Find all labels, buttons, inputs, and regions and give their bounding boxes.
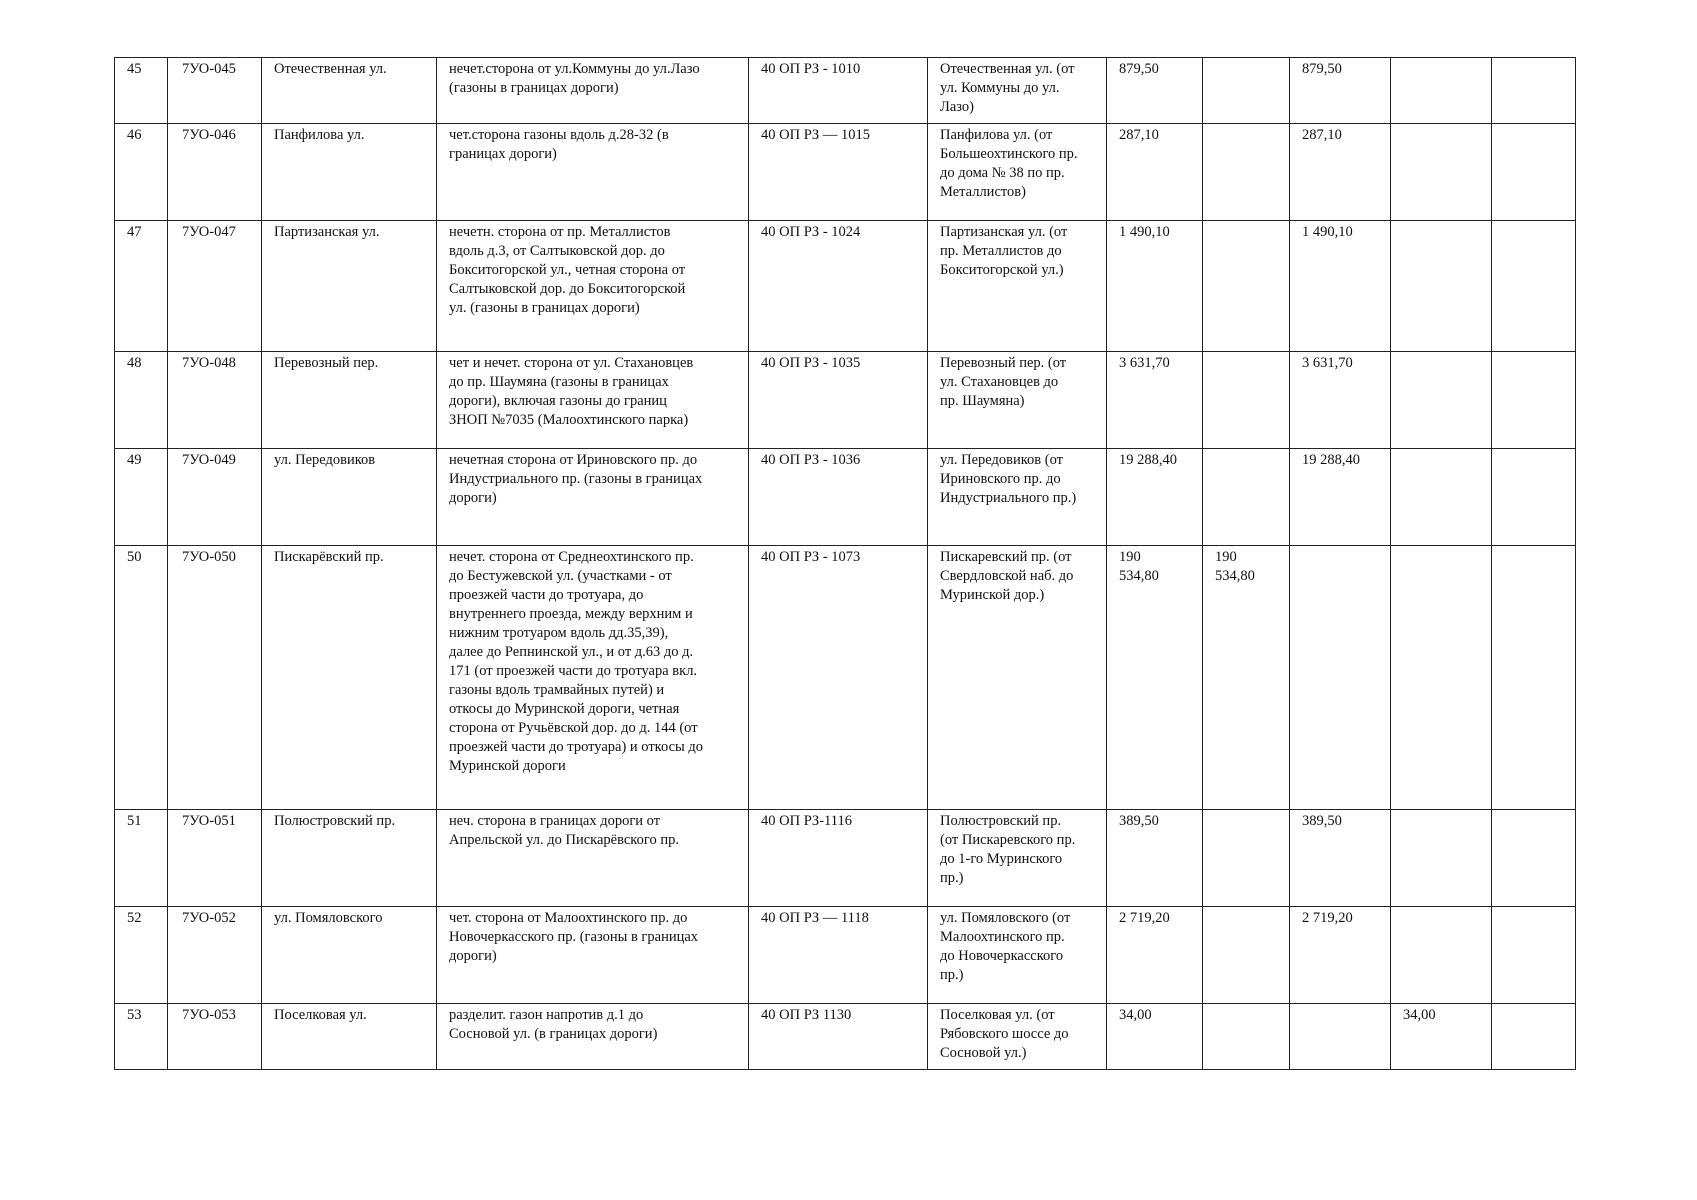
area-category-3-cell [1391,124,1492,221]
area-category-2: 389,50 [1302,813,1342,829]
area-description: разделит. газон напротив д.1 до Сосновой ул. (в границах дороги) [449,1007,658,1042]
area-category-3: 34,00 [1403,1007,1436,1023]
row-number-cell [115,221,168,352]
area-description: нечет. сторона от Среднеохтинского пр. до Бестужевской ул. (участками - от проезжей части до тротуара, до внутреннего проезда, между верхним и нижним тротуаром вдоль дд.35,39), далее до Репнинской ул., и от д.63 до д. 171 (от проезжей части до тротуара вкл. газоны вдоль трамвайных путей) и откосы до Муринской дороги, четная сторона от Ручьёвской дор. до д. 144 (от проезжей части до тротуара) и откосы до Муринской дороги [449,549,704,774]
area-category-4-cell [1492,352,1576,449]
object-code-cell [168,221,262,352]
area-category-4-cell [1492,907,1576,1004]
object-code: 7УО-048 [182,355,236,371]
area-total: 2 719,20 [1119,910,1170,926]
area-total: 287,10 [1119,127,1159,143]
object-code: 7УО-050 [182,549,236,565]
area-total-cell [1107,352,1203,449]
area-category-3-cell [1391,546,1492,810]
area-description-cell [437,221,749,352]
area-description-cell [437,546,749,810]
object-code: 7УО-046 [182,127,236,143]
road-name: Панфилова ул. (от Большеохтинского пр. до дома № 38 по пр. Металлистов) [940,127,1078,200]
area-description-cell [437,449,749,546]
row-number-cell [115,352,168,449]
area-category-3-cell [1391,58,1492,124]
area-category-1-cell [1203,546,1290,810]
road-code: 40 ОП РЗ - 1035 [761,355,861,371]
area-category-4-cell [1492,1004,1576,1070]
street-name-cell [262,546,437,810]
row-number: 51 [127,813,142,829]
road-name-cell [928,352,1107,449]
area-description: нечетн. сторона от пр. Металлистов вдоль д.3, от Салтыковской дор. до Бокситогорской ул., четная сторона от Салтыковской дор. до Бокситогорской ул. (газоны в границах дороги) [449,224,686,316]
road-code: 40 ОП РЗ 1130 [761,1007,852,1023]
area-description: неч. сторона в границах дороги от Апрельской ул. до Пискарёвского пр. [449,813,679,848]
table-row [115,1004,1576,1070]
area-description-cell [437,1004,749,1070]
road-code-cell [749,58,928,124]
table-row [115,810,1576,907]
object-code-cell [168,907,262,1004]
road-name-cell [928,58,1107,124]
area-category-3-cell [1391,810,1492,907]
road-code: 40 ОП РЗ — 1118 [761,910,869,926]
object-code-cell [168,1004,262,1070]
object-code-cell [168,58,262,124]
object-code-cell [168,352,262,449]
area-total-cell [1107,907,1203,1004]
area-category-1-cell [1203,810,1290,907]
road-name: Партизанская ул. (от пр. Металлистов до Бокситогорской ул.) [940,224,1068,278]
road-name: Полюстровский пр. (от Пискаревского пр. до 1-го Муринского пр.) [940,813,1076,886]
area-description: чет. сторона от Малоохтинского пр. до Новочеркасского пр. (газоны в границах дороги) [449,910,699,964]
row-number: 46 [127,127,142,143]
area-total-cell [1107,810,1203,907]
row-number-cell [115,810,168,907]
street-name-cell [262,449,437,546]
table-row [115,352,1576,449]
area-category-4-cell [1492,124,1576,221]
street-name: ул. Передовиков [274,452,376,468]
area-total-cell [1107,221,1203,352]
area-total: 879,50 [1119,61,1159,77]
row-number-cell [115,1004,168,1070]
area-total-cell [1107,58,1203,124]
road-name: Поселковая ул. (от Рябовского шоссе до Сосновой ул.) [940,1007,1069,1061]
area-category-2-cell [1290,221,1391,352]
road-name: ул. Помяловского (от Малоохтинского пр. до Новочеркасского пр.) [940,910,1071,983]
area-category-2-cell [1290,907,1391,1004]
road-code: 40 ОП РЗ — 1015 [761,127,870,143]
table-row [115,124,1576,221]
area-description: чет и нечет. сторона от ул. Стахановцев до пр. Шаумяна (газоны в границах дороги), включая газоны до границ ЗНОП №7035 (Малоохтинского парка) [449,355,694,428]
area-category-2-cell [1290,58,1391,124]
table-row [115,546,1576,810]
row-number: 53 [127,1007,142,1023]
road-code: 40 ОП РЗ - 1073 [761,549,861,565]
area-total: 34,00 [1119,1007,1152,1023]
road-code-cell [749,810,928,907]
area-category-2-cell [1290,352,1391,449]
road-code-cell [749,907,928,1004]
area-description: нечетная сторона от Ириновского пр. до Индустриального пр. (газоны в границах дороги) [449,452,703,506]
street-name: Пискарёвский пр. [274,549,384,565]
area-category-3-cell [1391,352,1492,449]
row-number: 49 [127,452,142,468]
road-code: 40 ОП РЗ-1116 [761,813,852,829]
road-name-cell [928,907,1107,1004]
area-category-3-cell [1391,221,1492,352]
area-category-1-cell [1203,907,1290,1004]
street-name-cell [262,221,437,352]
row-number: 48 [127,355,142,371]
area-description-cell [437,810,749,907]
road-code-cell [749,449,928,546]
area-category-4-cell [1492,58,1576,124]
area-description: нечет.сторона от ул.Коммуны до ул.Лазо (газоны в границах дороги) [449,61,700,96]
road-name: Пискаревский пр. (от Свердловской наб. до Муринской дор.) [940,549,1074,603]
road-name-cell [928,221,1107,352]
road-name: Отечественная ул. (от ул. Коммуны до ул. Лазо) [940,61,1075,115]
area-category-1-cell [1203,449,1290,546]
object-code-cell [168,810,262,907]
street-name-cell [262,810,437,907]
road-name: Перевозный пер. (от ул. Стахановцев до пр. Шаумяна) [940,355,1067,409]
area-description-cell [437,58,749,124]
table-row [115,449,1576,546]
road-name: ул. Передовиков (от Ириновского пр. до Индустриального пр.) [940,452,1077,506]
street-name: Поселковая ул. [274,1007,367,1023]
row-number: 47 [127,224,142,240]
table-body [115,58,1576,1070]
area-total-cell [1107,449,1203,546]
object-code-cell [168,546,262,810]
area-total-cell [1107,1004,1203,1070]
object-code: 7УО-053 [182,1007,236,1023]
area-category-2: 879,50 [1302,61,1342,77]
street-name: ул. Помяловского [274,910,383,926]
row-number: 52 [127,910,142,926]
row-number-cell [115,546,168,810]
area-category-3-cell [1391,1004,1492,1070]
area-category-2: 19 288,40 [1302,452,1360,468]
road-name-cell [928,546,1107,810]
area-category-3-cell [1391,449,1492,546]
road-name-cell [928,1004,1107,1070]
area-category-2: 2 719,20 [1302,910,1353,926]
area-category-4-cell [1492,546,1576,810]
road-code: 40 ОП РЗ - 1036 [761,452,861,468]
street-name: Перевозный пер. [274,355,379,371]
row-number-cell [115,907,168,1004]
object-code: 7УО-049 [182,452,236,468]
area-category-2: 3 631,70 [1302,355,1353,371]
area-category-2-cell [1290,449,1391,546]
area-category-2: 1 490,10 [1302,224,1353,240]
area-category-1-cell [1203,124,1290,221]
road-name-cell [928,449,1107,546]
road-code-cell [749,221,928,352]
road-code-cell [749,1004,928,1070]
area-description-cell [437,352,749,449]
area-description-cell [437,907,749,1004]
area-category-4-cell [1492,221,1576,352]
area-category-1: 190 534,80 [1215,549,1255,584]
object-code: 7УО-051 [182,813,236,829]
area-description-cell [437,124,749,221]
object-code: 7УО-045 [182,61,236,77]
area-category-2-cell [1290,124,1391,221]
road-code: 40 ОП РЗ - 1024 [761,224,861,240]
area-category-2-cell [1290,546,1391,810]
area-total: 3 631,70 [1119,355,1170,371]
road-code-cell [749,352,928,449]
object-code-cell [168,124,262,221]
street-name: Полюстровский пр. [274,813,396,829]
street-name-cell [262,352,437,449]
street-name-cell [262,124,437,221]
road-code-cell [749,124,928,221]
row-number: 50 [127,549,142,565]
area-category-1-cell [1203,221,1290,352]
area-total: 190 534,80 [1119,549,1159,584]
row-number: 45 [127,61,142,77]
area-category-1-cell [1203,352,1290,449]
area-category-4-cell [1492,449,1576,546]
area-total: 19 288,40 [1119,452,1177,468]
road-name-cell [928,810,1107,907]
road-name-cell [928,124,1107,221]
road-code-cell [749,546,928,810]
area-total-cell [1107,124,1203,221]
row-number-cell [115,58,168,124]
table-row [115,907,1576,1004]
street-name-cell [262,58,437,124]
registry-table [114,57,1576,1070]
area-total: 1 490,10 [1119,224,1170,240]
object-code: 7УО-052 [182,910,236,926]
street-name-cell [262,907,437,1004]
area-category-1-cell [1203,1004,1290,1070]
area-category-2: 287,10 [1302,127,1342,143]
street-name-cell [262,1004,437,1070]
area-category-2-cell [1290,810,1391,907]
area-total-cell [1107,546,1203,810]
table-row [115,58,1576,124]
street-name: Партизанская ул. [274,224,380,240]
table-row [115,221,1576,352]
area-category-3-cell [1391,907,1492,1004]
street-name: Отечественная ул. [274,61,387,77]
street-name: Панфилова ул. [274,127,365,143]
road-code: 40 ОП РЗ - 1010 [761,61,861,77]
row-number-cell [115,449,168,546]
area-category-4-cell [1492,810,1576,907]
area-category-2-cell [1290,1004,1391,1070]
area-total: 389,50 [1119,813,1159,829]
area-description: чет.сторона газоны вдоль д.28-32 (в границах дороги) [449,127,669,162]
object-code-cell [168,449,262,546]
object-code: 7УО-047 [182,224,236,240]
area-category-1-cell [1203,58,1290,124]
row-number-cell [115,124,168,221]
